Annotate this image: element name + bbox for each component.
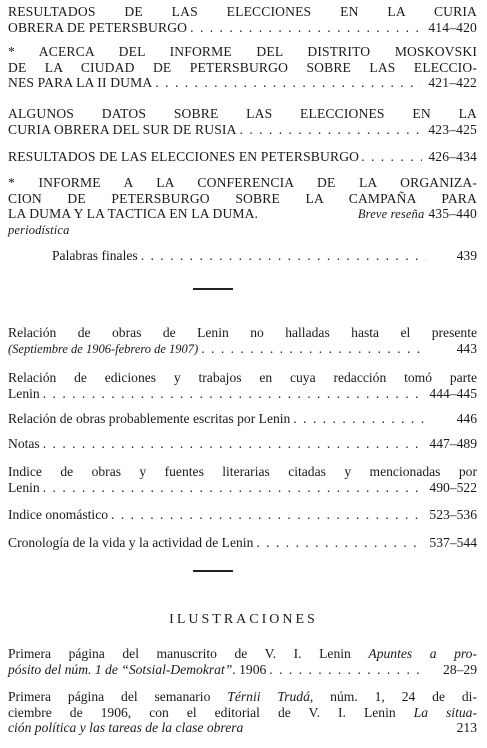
entry-title-line: CION DE PETERSBURGO SOBRE LA CAMPAÑA PARA: [8, 190, 477, 206]
illustration-title: pósito del núm. 1 de “Sotsial-Demokrat”: [8, 661, 233, 677]
leader-dots: [240, 122, 422, 138]
section-divider: [193, 288, 233, 290]
toc-entry: [8, 175, 477, 238]
illustration-text: Primera página del manuscrito de V. I. Lenin: [8, 646, 369, 661]
entry-title-line: * ACERCA DEL INFORME DEL DISTRITO MOSKOVSKI: [8, 44, 477, 59]
entry-subtitle: periodística: [8, 222, 70, 237]
illustration-text: Primera página del semanario: [8, 689, 228, 704]
illustration-title: Apuntes a pro-: [368, 646, 477, 661]
page-range: 443: [456, 340, 477, 356]
toc-entry: [8, 535, 477, 551]
page-range: 490–522: [429, 479, 477, 495]
page-range: 421–422: [428, 75, 477, 90]
entry-title-line: CURIA OBRERA DEL SUR DE RUSIA: [8, 121, 237, 137]
toc-entry: [8, 4, 477, 35]
page-range: 423–425: [428, 121, 477, 137]
entry-subtitle: (Septiembre de 1906-febrero de 1907): [8, 341, 199, 356]
leader-dots: [293, 411, 426, 427]
entry-title-line: NES PARA LA II DUMA: [8, 75, 153, 90]
toc-entry: [8, 436, 477, 452]
page-range: 28–29: [443, 661, 477, 677]
illustration-title: La situa-: [413, 704, 477, 720]
leader-dots: [155, 75, 421, 91]
section-divider: [193, 570, 233, 572]
entry-title-line: Relación de obras probablemente escritas por Lenin: [8, 411, 291, 426]
leader-dots: [111, 507, 422, 523]
page-range: 537–544: [429, 535, 477, 550]
leader-dots: [256, 535, 422, 551]
toc-entry: [8, 507, 477, 523]
illustration-entry: [8, 689, 477, 736]
toc-entry: [8, 370, 477, 401]
toc-entry: [8, 44, 477, 91]
entry-title-line: RESULTADOS DE LAS ELECCIONES EN LA CURIA: [8, 4, 477, 19]
toc-entry: [8, 464, 477, 495]
page-range: 444–445: [429, 385, 477, 401]
entry-title-line: Relación de obras de Lenin no halladas hasta el presente: [8, 325, 477, 340]
leader-dots: [43, 480, 423, 496]
illustration-title: Térnii Trudá: [227, 689, 310, 704]
page-range: 447–489: [429, 436, 477, 451]
toc-entry: [8, 106, 477, 137]
entry-subtitle: Breve reseña: [357, 207, 425, 221]
entry-title-line: Lenin: [8, 385, 40, 401]
toc-entry: [8, 411, 477, 427]
page-range: 439: [456, 248, 477, 263]
illustration-text: , núm. 1, 24 de di-: [309, 689, 477, 704]
leader-dots: [269, 662, 426, 678]
section-heading: ILUSTRACIONES: [169, 612, 318, 627]
entry-title-line: RESULTADOS DE LAS ELECCIONES EN PETERSBURGO: [8, 149, 360, 164]
leader-dots: [43, 436, 423, 452]
entry-title-line: Notas: [8, 436, 40, 451]
entry-title-line: ALGUNOS DATOS SOBRE LAS ELECCIONES EN LA: [8, 106, 477, 121]
entry-title-line: Palabras finales: [52, 248, 138, 263]
entry-title-line: Indice onomástico: [8, 507, 109, 522]
page-range: 435–440: [428, 206, 477, 221]
leader-dots: [190, 20, 421, 36]
illustration-entry: [8, 646, 477, 677]
illustration-text: . 1906: [232, 661, 267, 677]
leader-dots: [141, 248, 426, 264]
illustration-title: ción política y las tareas de la clase obrera: [8, 720, 244, 735]
leader-dots: [43, 386, 423, 402]
entry-title-line: DE LA CIUDAD DE PETERSBURGO SOBRE LAS ELECCIO-: [8, 59, 477, 75]
page-range: 523–536: [429, 507, 477, 522]
entry-title-line: LA DUMA Y LA TACTICA EN LA DUMA.: [8, 206, 259, 221]
toc-entry: [8, 149, 477, 165]
page-range: 446: [456, 411, 477, 426]
entry-title-line: OBRERA DE PETERSBURGO: [8, 19, 188, 35]
entry-title-line: Relación de ediciones y trabajos en cuya redacción tomó parte: [8, 370, 477, 385]
entry-title-line: Indice de obras y fuentes literarias citadas y mencionadas por: [8, 464, 477, 479]
leader-dots: [201, 341, 426, 357]
page-range: 213: [456, 720, 477, 735]
entry-title-line: * INFORME A LA CONFERENCIA DE LA ORGANIZA-: [8, 175, 477, 190]
toc-entry: [52, 248, 477, 264]
entry-title-line: Cronología de la vida y la actividad de Lenin: [8, 535, 254, 550]
entry-title-line: Lenin: [8, 479, 40, 495]
toc-entry: [8, 325, 477, 357]
page-range: 414–420: [428, 19, 477, 35]
leader-dots: [361, 149, 422, 165]
illustration-text: ciembre de 1906, con el editorial de V. I. Lenin: [8, 704, 414, 720]
page-range: 426–434: [428, 149, 477, 164]
